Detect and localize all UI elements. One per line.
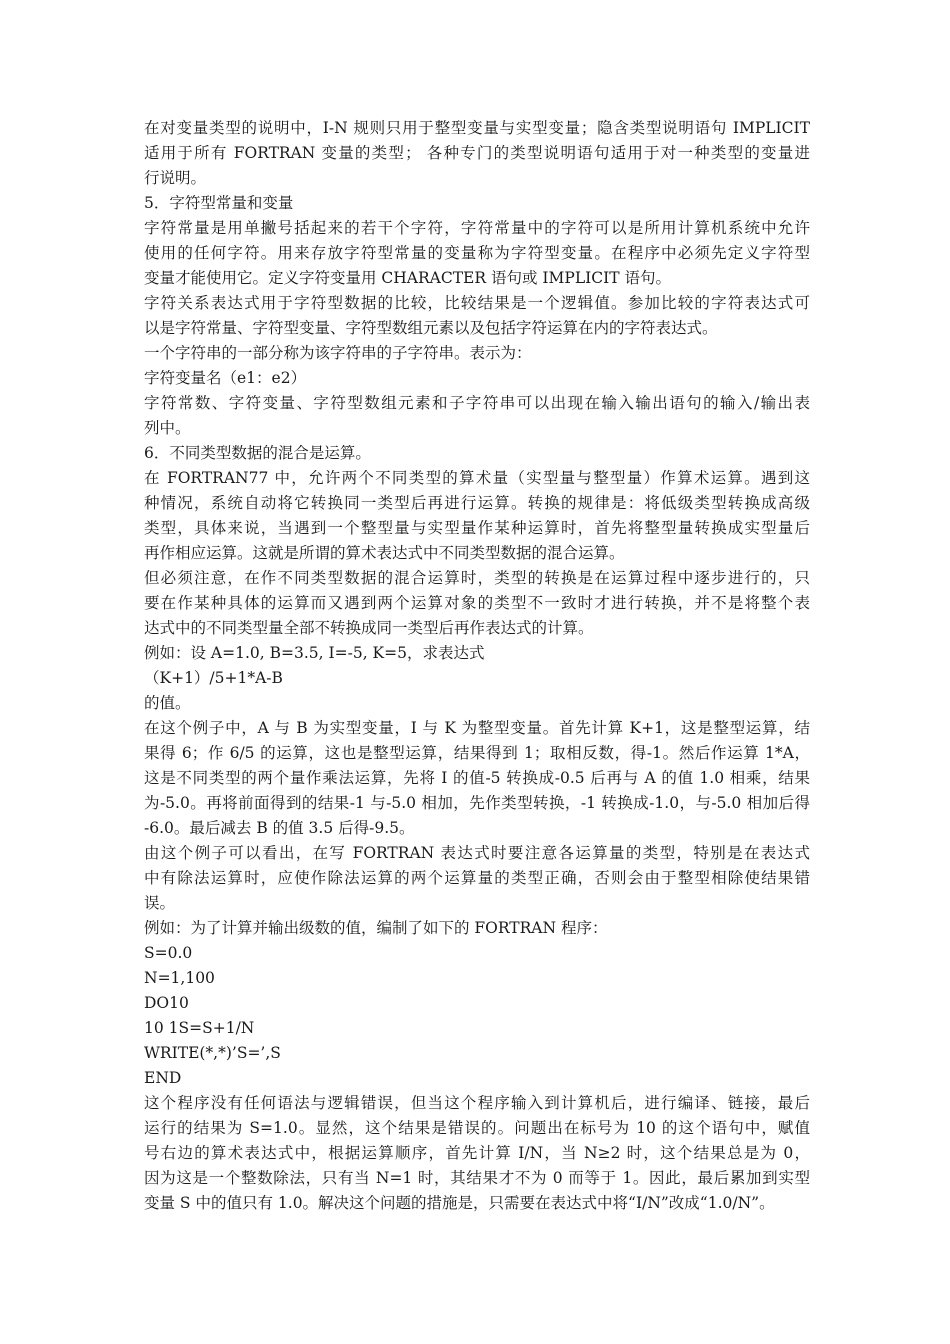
paragraph — [144, 216, 810, 291]
document-body — [144, 116, 810, 941]
text-line: 列中。 — [144, 419, 191, 437]
text-line: 例如：设 A=1.0, B=3.5, I=-5, K=5，求表达式 — [144, 644, 485, 662]
text-line: 误。 — [144, 894, 176, 912]
text-line: 变量才能使用它。定义字符变量用 CHARACTER 语句或 IMPLICIT 语句。 — [144, 269, 671, 287]
paragraph — [144, 841, 810, 916]
text-line: 再作相应运算。这就是所谓的算术表达式中不同类型数据的混合运算。 — [144, 544, 625, 562]
paragraph — [144, 366, 810, 391]
text-line: 在对变量类型的说明中，I-N 规则只用于整型变量与实型变量；隐含类型说明语句 IMPLICIT — [144, 119, 810, 137]
code-block — [144, 941, 810, 1091]
paragraph — [144, 341, 810, 366]
text-line: 这个程序没有任何语法与逻辑错误，但当这个程序输入到计算机后，进行编译、链接，最后 — [144, 1094, 810, 1112]
code-line: WRITE(*,*)’S=’,S — [144, 1044, 281, 1062]
text-line: 使用的任何字符。用来存放字符型常量的变量称为字符型变量。在程序中必须先定义字符型 — [144, 244, 810, 262]
text-line: 一个字符串的一部分称为该字符串的子字符串。表示为： — [144, 344, 532, 362]
text-line: （K+1）/5+1*A-B — [144, 669, 283, 687]
closing-paragraph — [144, 1091, 810, 1216]
text-line: 达式中的不同类型量全部不转换成同一类型后再作表达式的计算。 — [144, 619, 594, 637]
text-line: 运行的结果为 S=1.0。显然，这个结果是错误的。问题出在标号为 10 的这个语句中，赋值 — [144, 1119, 810, 1137]
text-line: 由这个例子可以看出，在写 FORTRAN 表达式时要注意各运算量的类型，特别是在表达式 — [144, 844, 810, 862]
paragraph — [144, 116, 810, 191]
text-line: 适用于所有 FORTRAN 变量的类型； 各种专门的类型说明语句适用于对一种类型的变量进 — [144, 144, 810, 162]
paragraph — [144, 566, 810, 641]
text-line: 种情况，系统自动将它转换同一类型后再进行运算。转换的规律是：将低级类型转换成高级 — [144, 494, 810, 512]
text-line: 这是不同类型的两个量作乘法运算，先将 I 的值-5 转换成-0.5 后再与 A 的值 1.0 相乘，结果 — [144, 769, 810, 787]
paragraph — [144, 391, 810, 441]
text-line: 的值。 — [144, 694, 191, 712]
text-line: 6．不同类型数据的混合是运算。 — [144, 444, 371, 462]
paragraph — [144, 641, 810, 666]
paragraph — [144, 916, 810, 941]
text-line: 号右边的算术表达式中，根据运算顺序，首先计算 I/N，当 N≥2 时，这个结果总是为 0， — [144, 1144, 810, 1162]
text-line: 字符变量名（e1：e2） — [144, 369, 307, 387]
text-line: -6.0。最后减去 B 的值 3.5 后得-9.5。 — [144, 819, 415, 837]
paragraph — [144, 691, 810, 716]
paragraph — [144, 666, 810, 691]
text-line: 行说明。 — [144, 169, 207, 187]
text-line: 为-5.0。再将前面得到的结果-1 与-5.0 相加，先作类型转换，-1 转换成-1.0，与-5.0 相加后得 — [144, 794, 810, 812]
text-line: 例如：为了计算并输出级数的值，编制了如下的 FORTRAN 程序： — [144, 919, 608, 937]
paragraph — [144, 441, 810, 466]
text-line: 字符关系表达式用于字符型数据的比较，比较结果是一个逻辑值。参加比较的字符表达式可 — [144, 294, 810, 312]
code-line: END — [144, 1069, 182, 1087]
text-line: 但必须注意，在作不同类型数据的混合运算时，类型的转换是在运算过程中逐步进行的，只 — [144, 569, 810, 587]
document-page — [144, 116, 810, 1216]
text-line: 要在作某种具体的运算而又遇到两个运算对象的类型不一致时才进行转换，并不是将整个表 — [144, 594, 810, 612]
text-line: 在这个例子中，A 与 B 为实型变量，I 与 K 为整型变量。首先计算 K+1，这是整型运算，结 — [144, 719, 810, 737]
text-line: 在 FORTRAN77 中，允许两个不同类型的算术量（实型量与整型量）作算术运算。遇到这 — [144, 469, 810, 487]
text-line: 因为这是一个整数除法，只有当 N=1 时，其结果才不为 0 而等于 1。因此，最后累加到实型 — [144, 1169, 810, 1187]
code-line: S=0.0 — [144, 944, 193, 962]
paragraph — [144, 291, 810, 341]
text-line: 字符常数、字符变量、字符型数组元素和子字符串可以出现在输入输出语句的输入/输出表 — [144, 394, 810, 412]
code-line: DO10 — [144, 994, 189, 1012]
text-line: 5．字符型常量和变量 — [144, 194, 294, 212]
text-line: 果得 6；作 6/5 的运算，这也是整型运算，结果得到 1；取相反数，得-1。然后作运算 1*A， — [144, 744, 810, 762]
text-line: 中有除法运算时，应使作除法运算的两个运算量的类型正确，否则会由于整型相除使结果错 — [144, 869, 810, 887]
text-line: 字符常量是用单撇号括起来的若干个字符，字符常量中的字符可以是所用计算机系统中允许 — [144, 219, 810, 237]
text-line: 变量 S 中的值只有 1.0。解决这个问题的措施是，只需要在表达式中将“I/N”改成“1.0/N”。 — [144, 1194, 775, 1212]
code-line: 10 1S=S+1/N — [144, 1019, 255, 1037]
text-line: 类型，具体来说，当遇到一个整型量与实型量作某种运算时，首先将整型量转换成实型量后 — [144, 519, 810, 537]
paragraph — [144, 716, 810, 841]
paragraph — [144, 466, 810, 566]
code-line: N=1,100 — [144, 969, 215, 987]
paragraph — [144, 191, 810, 216]
text-line: 以是字符常量、字符型变量、字符型数组元素以及包括字符运算在内的字符表达式。 — [144, 319, 718, 337]
